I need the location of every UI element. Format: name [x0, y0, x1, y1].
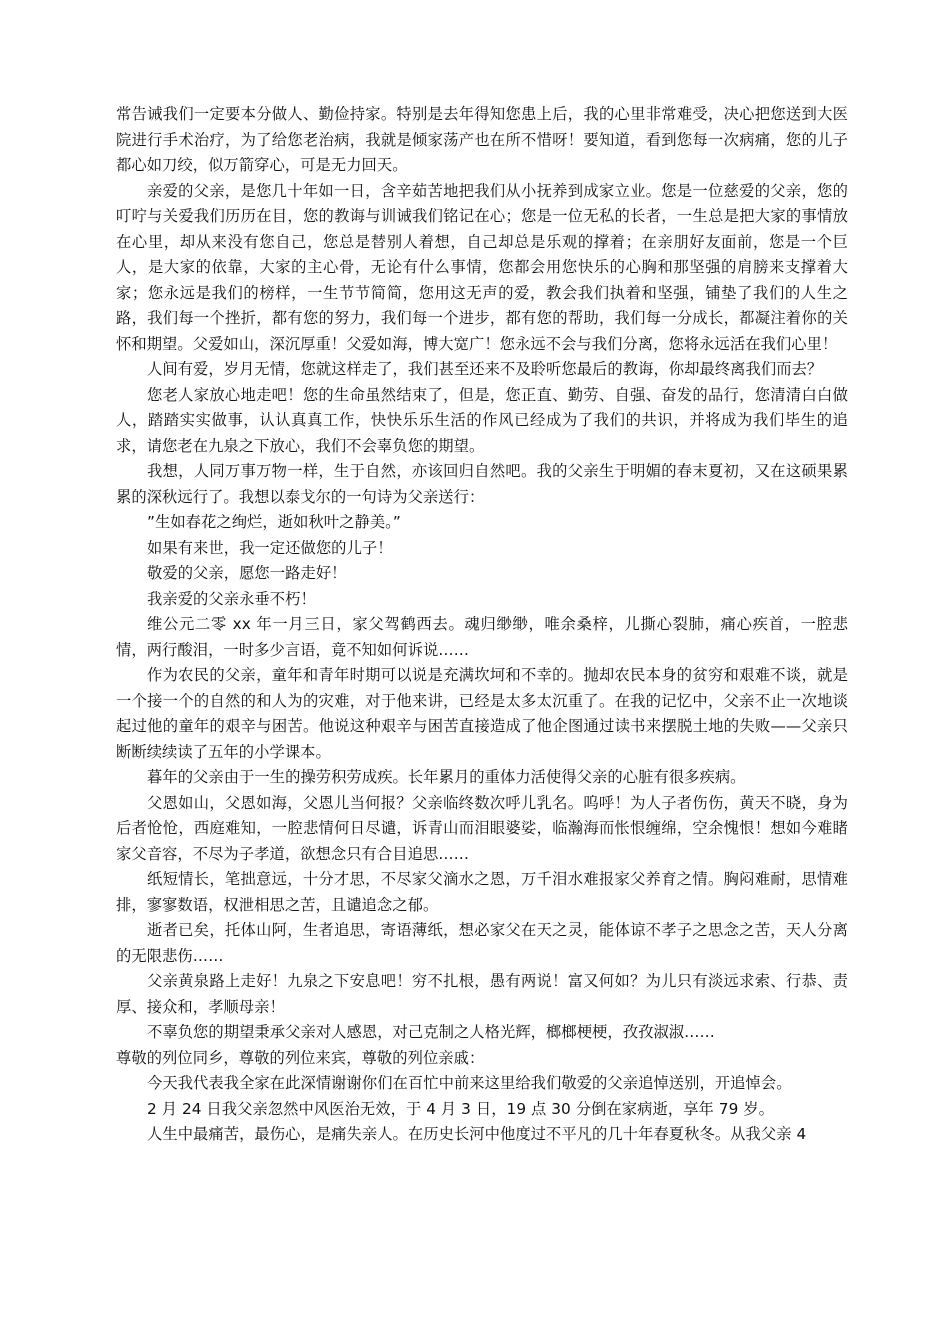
paragraph: 2 月 24 日我父亲忽然中风医治无效，于 4 月 3 日，19 点 30 分倒在家病逝，享年 79 岁。: [147, 1099, 774, 1118]
paragraph: 暮年的父亲由于一生的操劳积劳成疾。长年累月的重体力活使得父亲的心脏有很多疾病。: [147, 768, 746, 786]
paragraph: 如果有来世，我一定还做您的儿子！: [147, 538, 393, 557]
paragraph: 我亲爱的父亲永垂不朽！: [147, 589, 316, 608]
document-body: [116, 102, 848, 1148]
paragraph: 维公元二零 xx 年一月三日，家父驾鹤西去。魂归缈缈，唯余桑梓，儿撕心裂肺，痛心疾首，一腔悲情，两行酸泪，一时多少言语，竟不知如何诉说……: [116, 615, 848, 659]
paragraph: 人生中最痛苦，最伤心，是痛失亲人。在历史长河中他度过不平凡的几十年春夏秋冬。从我父亲 4: [147, 1125, 807, 1143]
paragraph: 人间有爱，岁月无情，您就这样走了，我们甚至还来不及聆听您最后的教诲，你却最终离我们而去？: [147, 360, 823, 378]
paragraph: 您老人家放心地走吧！您的生命虽然结束了，但是，您正直、勤劳、自强、奋发的品行，您清清白白做人，踏踏实实做事，认认真真工作，快快乐乐生活的作风已经成为了我们的共识，并将成为我们毕生的追求，请您老在九泉之下放心，我们不会辜负您的期望。: [116, 385, 848, 455]
paragraph: 父恩如山，父恩如海，父恩儿当何报？父亲临终数次呼儿乳名。呜呼！为人子者伤伤，黄天不晓，身为后者怆怆，西庭难知，一腔悲情何日尽谴，诉青山而泪眼婆娑，临瀚海而怅恨缠绵，空余愧恨！想如今难睹家父音容，不尽为子孝道，欲想念只有合目追思……: [116, 793, 848, 863]
paragraph: 我想，人同万事万物一样，生于自然，亦该回归自然吧。我的父亲生于明媚的春末夏初，又在这硕果累累的深秋远行了。我想以泰戈尔的一句诗为父亲送行：: [116, 462, 848, 506]
paragraph: 不辜负您的期望秉承父亲对人感恩，对己克制之人格光辉，榔榔梗梗，孜孜淑淑……: [147, 1023, 715, 1041]
paragraph: 今天我代表我全家在此深情谢谢你们在百忙中前来这里给我们敬爱的父亲追悼送别，开追悼会。: [147, 1074, 792, 1092]
paragraph: 作为农民的父亲，童年和青年时期可以说是充满坎坷和不幸的。抛却农民本身的贫穷和艰难不谈，就是一个接一个的自然的和人为的灾难，对于他来讲，已经是太多太沉重了。在我的记忆中，父亲不止一次地谈起过他的童年的艰辛与困苦。他说这种艰辛与困苦直接造成了他企图通过读书来摆脱土地的失败——父亲只断断续续读了五年的小学课本。: [116, 666, 848, 761]
paragraph: 亲爱的父亲，是您几十年如一日，含辛茹苦地把我们从小抚养到成家立业。您是一位慈爱的父亲，您的叮咛与关爱我们历历在目，您的教诲与训诫我们铭记在心；您是一位无私的长者，一生总是把大家的事情放在心里，却从来没有您自己，您总是替别人着想，自己却总是乐观的撑着；在亲朋好友面前，您是一个巨人，是大家的依靠，大家的主心骨，无论有什么事情，您都会用您快乐的心胸和那坚强的肩膀来支撑着大家；您永远是我们的榜样，一生节节简简，您用这无声的爱，教会我们执着和坚强，铺垫了我们的人生之路，我们每一个挫折，都有您的努力，我们每一个进步，都有您的帮助，我们每一分成长，都凝注着你的关怀和期望。父爱如山，深沉厚重！父爱如海，博大宽广！您永远不会与我们分离，您将永远活在我们心里！: [116, 181, 848, 353]
poem-quote: ”生如春花之绚烂，逝如秋叶之静美。”: [147, 513, 401, 531]
paragraph: 父亲黄泉路上走好！九泉之下安息吧！穷不扎根，愚有两说！富又何如？为儿只有淡远求索、行恭、责厚、接众和，孝顺母亲！: [116, 972, 848, 1016]
paragraph: 敬爱的父亲，愿您一路走好！: [147, 564, 347, 582]
paragraph: 逝者已矣，托体山阿，生者追思，寄语薄纸，想必家父在天之灵，能体谅不孝子之思念之苦，天人分离的无限悲伤……: [116, 921, 848, 965]
paragraph: 纸短情长，笔拙意远，十分才思，不尽家父滴水之恩，万千泪水难报家父养育之情。胸闷难耐，思情难排，寥寥数语，权泄相思之苦，且谴追念之郁。: [116, 870, 848, 914]
salutation: 尊敬的列位同乡，尊敬的列位来宾，尊敬的列位亲戚：: [116, 1048, 485, 1067]
paragraph: 常告诫我们一定要本分做人、勤俭持家。特别是去年得知您患上后，我的心里非常难受，决心把您送到大医院进行手术治疗，为了给您老治病，我就是倾家荡产也在所不惜呀！要知道，看到您每一次病痛，您的儿子都心如刀绞，似万箭穿心，可是无力回天。: [116, 105, 848, 174]
